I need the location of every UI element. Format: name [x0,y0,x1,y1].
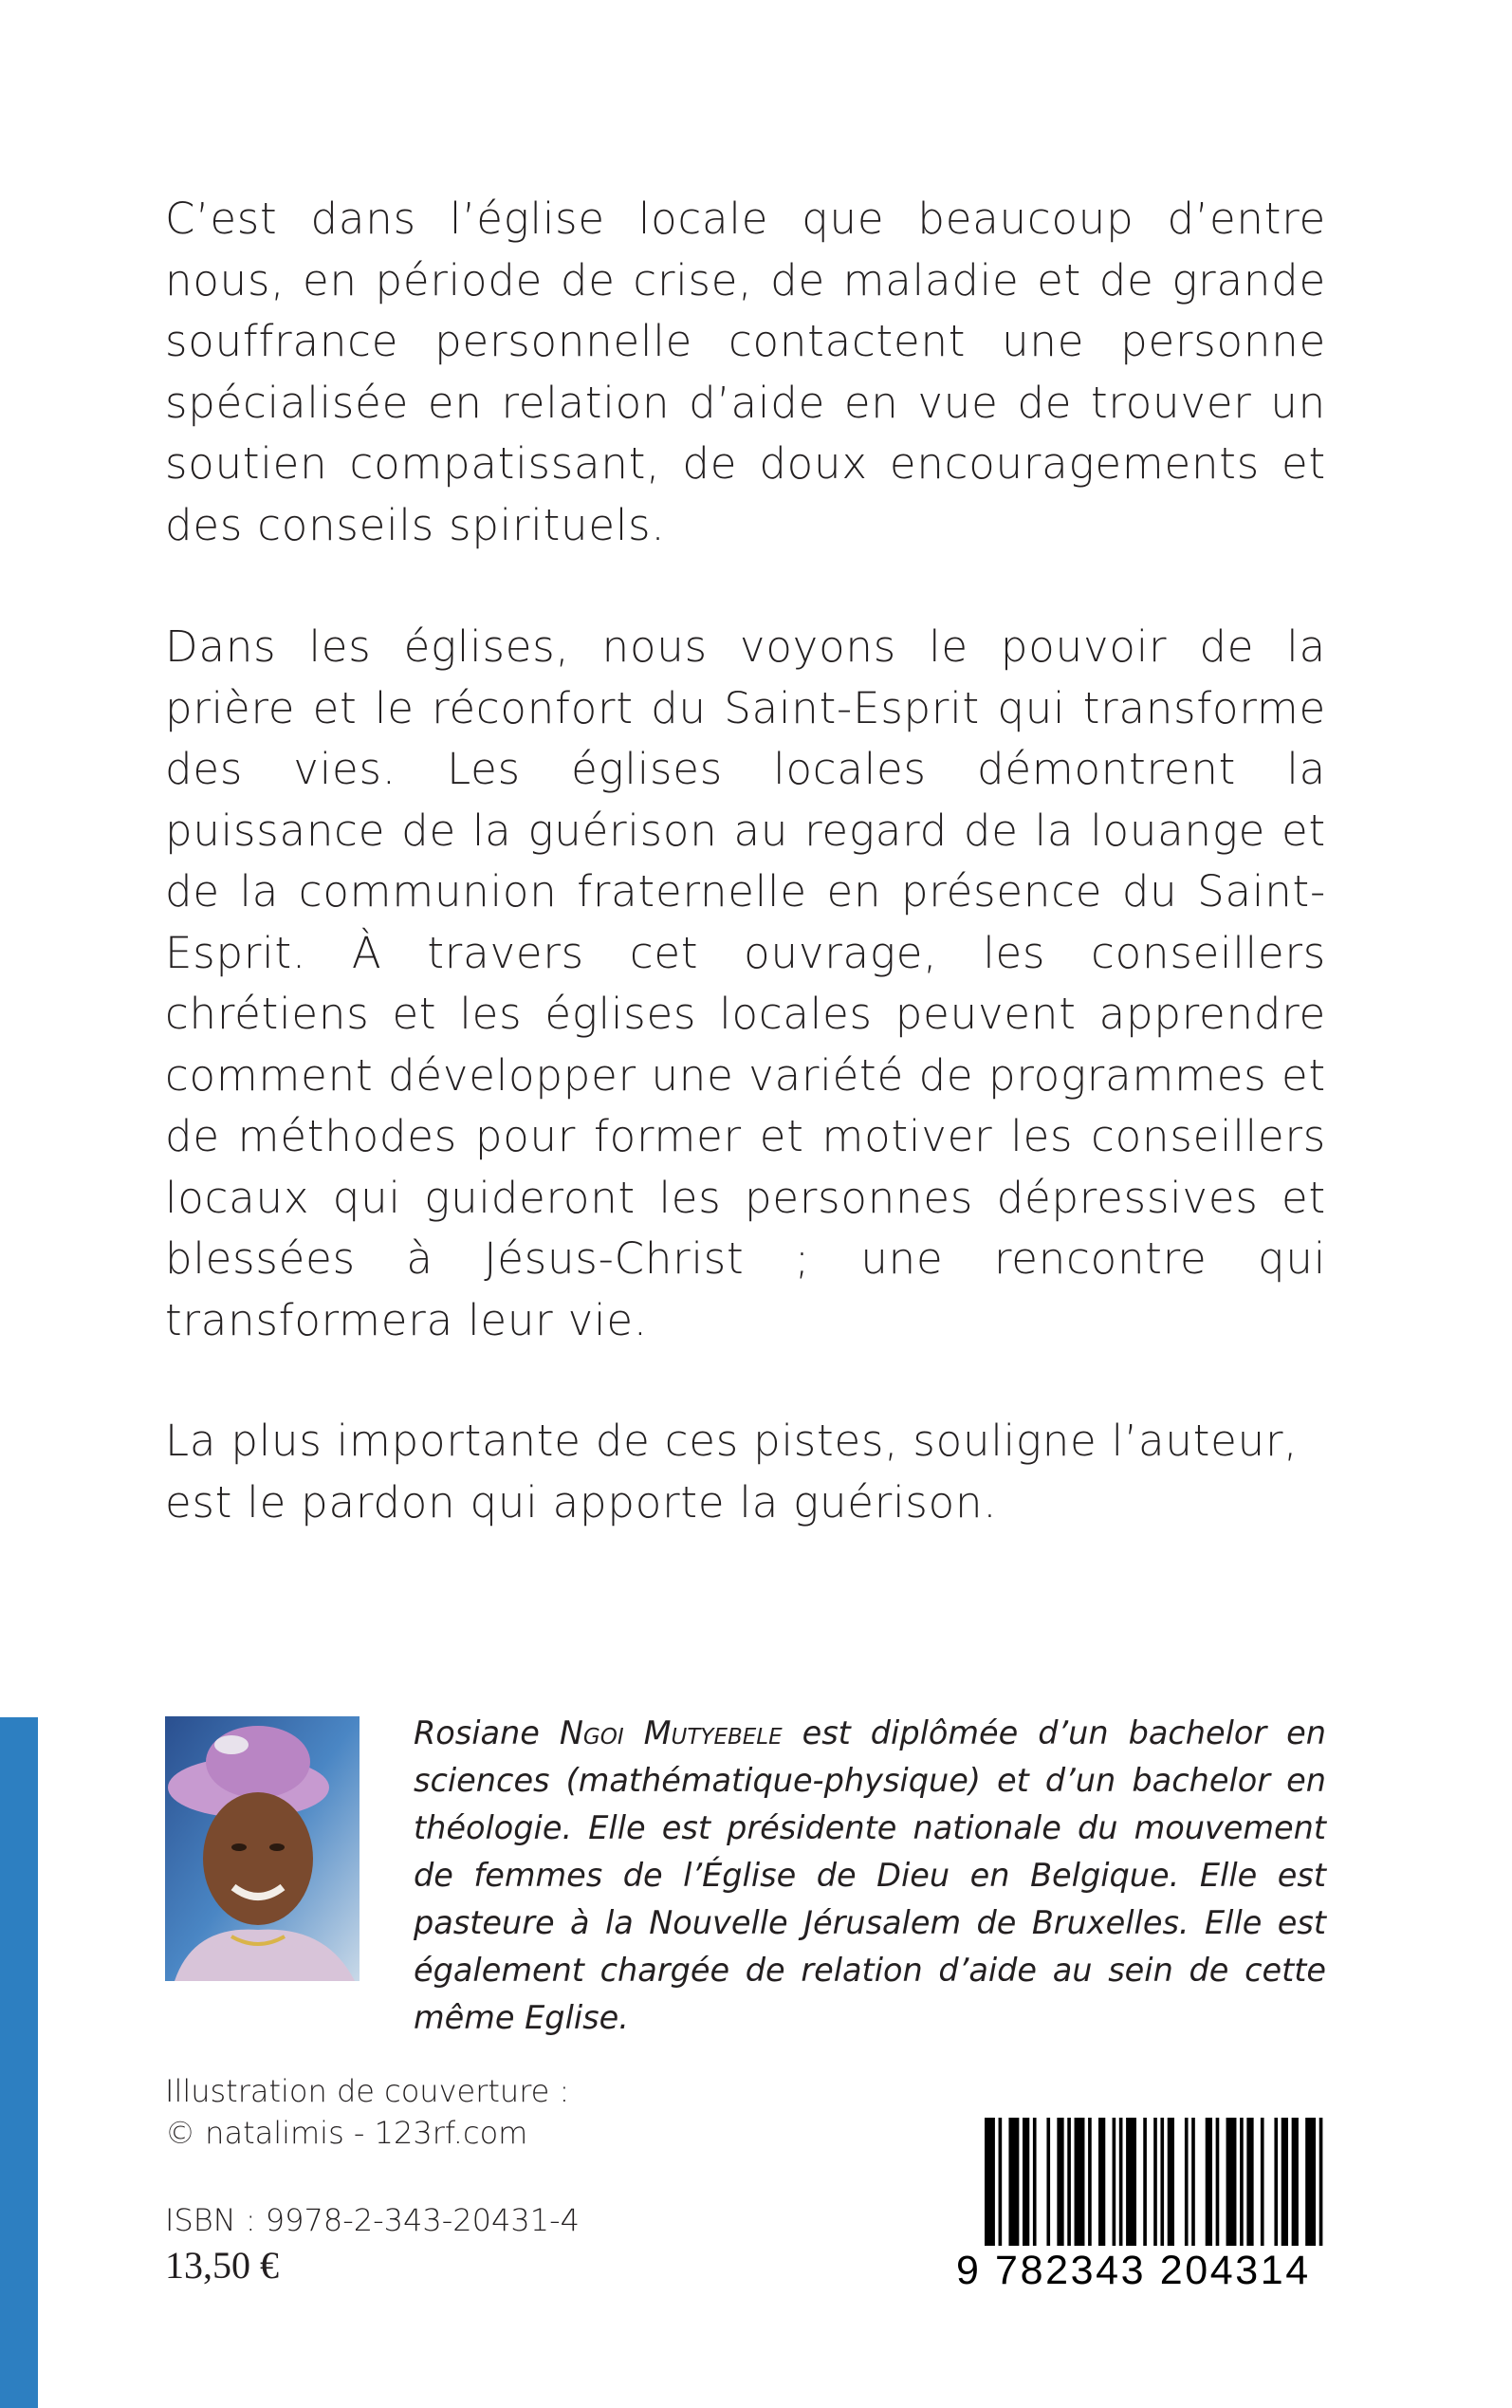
barcode-bar [1046,2118,1050,2246]
barcode-bar [1216,2118,1220,2246]
barcode-bar [1246,2118,1253,2246]
barcode-bar [1240,2118,1244,2246]
barcode-digits: 9 782343 204314 [956,2248,1311,2293]
barcode-bar [1126,2118,1136,2246]
barcode-bar [1292,2118,1299,2246]
barcode-bar [1067,2118,1071,2246]
blue-side-strip [0,1717,38,2408]
author-last-name: Ngoi Mutyebele [559,1714,783,1751]
price: 13,50 € [165,2244,279,2287]
author-bio [414,1710,1326,2042]
cover-credit-label: Illustration de couverture : [165,2073,570,2109]
author-portrait-illustration [165,1716,360,1981]
author-first-name: Rosiane [414,1714,540,1751]
barcode-bar [1143,2118,1147,2246]
barcode-bar [1098,2118,1105,2246]
barcode-bar [1160,2118,1164,2246]
barcode-bar [1191,2118,1195,2246]
barcode-bar [1274,2118,1278,2246]
barcode-bar [1206,2118,1212,2246]
barcode-bar [1023,2118,1029,2246]
barcode-bar [1153,2118,1157,2246]
barcode-bar [1113,2118,1116,2246]
barcode-bar [1261,2118,1264,2246]
barcode-bar [1319,2118,1323,2246]
barcode-bar [999,2118,1003,2246]
barcode-bar [1168,2118,1174,2246]
barcode-bar [1033,2118,1037,2246]
author-photo [165,1716,360,1981]
paragraph-2: Dans les églises, nous voyons le pouvoir de la prière et le réconfort du Saint-Esprit qui transforme des vies. Les églises locales démontrent la puissance de la guérison au regard de la louange et de la communion fraternelle en présence du Saint-Esprit. À travers cet ouvrage, les conseillers chrétiens et les églises locales peuvent apprendre comment développer une variété de programmes et de méthodes pour former et motiver les conseillers locaux qui guideront les personnes dépressives et blessées à Jésus-Christ ; une rencontre qui transformera leur vie. [165,621,1326,1345]
isbn: ISBN : 9978-2-343-20431-4 [165,2202,580,2238]
barcode-bar [1119,2118,1123,2246]
barcode-bar [1088,2118,1092,2246]
paragraph-3: La plus importante de ces pistes, souligne l’auteur, est le pardon qui apporte la guérison. [165,1416,1299,1528]
barcode-bar [1185,2118,1189,2246]
barcode-bar [985,2118,995,2246]
author-bio-text: est diplômée d’un bachelor en sciences (mathématique-physique) et d’un bachelor en théologie. Elle est présidente nationale du mouvement de femmes de l’Église de Dieu en Belgique. Elle est pasteure à la Nouvelle Jérusalem de Bruxelles. Elle est également chargée de relation d’aide au sein de cette même Eglise. [414,1714,1326,2036]
cover-credit-value: © natalimis - 123rf.com [165,2115,528,2151]
barcode-bar [1057,2118,1063,2246]
barcode-bar [1008,2118,1019,2246]
barcode-bar [1226,2118,1237,2246]
barcode-bar [1075,2118,1085,2246]
barcode-bar [1305,2118,1316,2246]
barcode-bar [1282,2118,1288,2246]
paragraph-1: C’est dans l’église locale que beaucoup d’entre nous, en période de crise, de maladie et de grande souffrance personnelle contactent une personne spécialisée en relation d’aide en vue de trouver un soutien compatissant, de doux encouragements et des conseils spirituels. [165,194,1326,550]
